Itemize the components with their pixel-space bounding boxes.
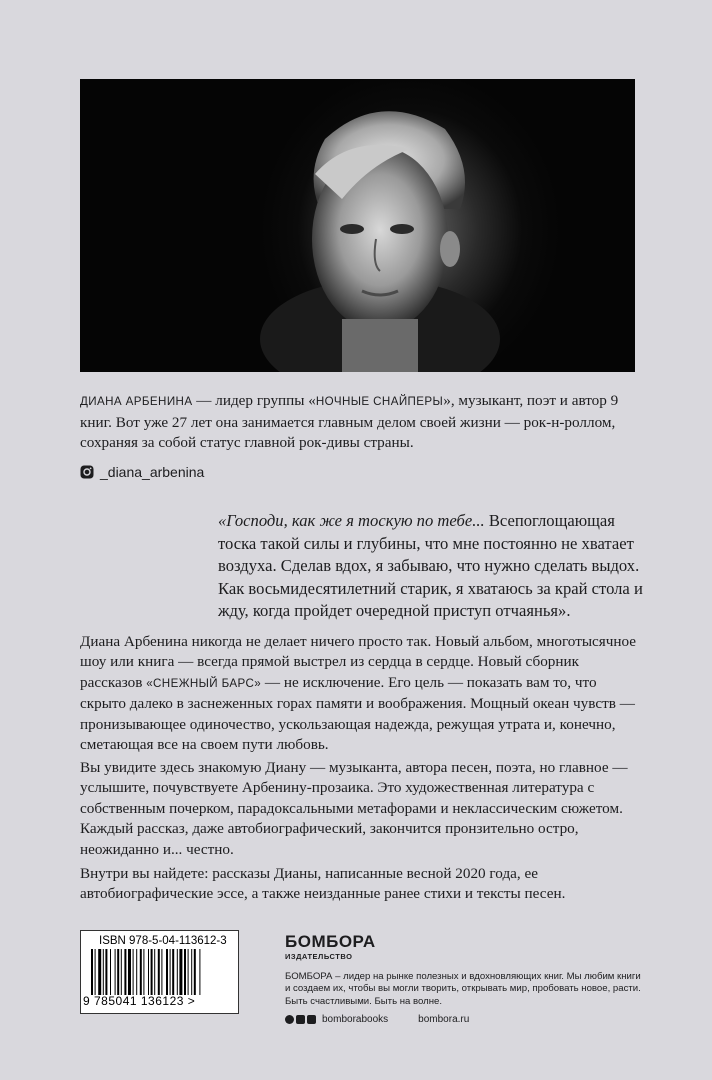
book-title: «СНЕЖНЫЙ БАРС» [146,676,262,690]
barcode-bars [91,949,229,995]
author-photo [80,79,635,372]
author-name: ДИАНА АРБЕНИНА [80,395,193,408]
barcode-digits: 9 785041 136123 > [83,994,196,1008]
publisher-logo: БОМБОРА [285,932,376,951]
bio-text: — лидер группы « [192,392,316,409]
social-icons [285,1015,316,1024]
instagram-icon [80,465,94,479]
publisher-block [285,933,645,1025]
social-handle[interactable]: bomborabooks [322,1014,389,1026]
publisher-subtitle: ИЗДАТЕЛЬСТВО [285,952,353,961]
publisher-description: БОМБОРА – лидер на рынке полезных и вдохновляющих книг. Мы любим книги и создаем их, чтобы вы могли творить, открывать мир, пробовать новое, расти. Быть счастливыми. Быть на волне. [285,971,641,1007]
publisher-links [285,1014,645,1025]
quote-italic: «Господи, как же я тоскую по тебе... [218,511,485,530]
paragraph-text: — не исключение. Его цель — показать вам то, что скрыто далеко в заснеженных горах памяти и воображения. Мощный океан чувств — пронизывающее одиночество, ускользающая надежда, режущая утрата и, конечно, сметающая все на своем пути любовь. [80,673,635,754]
instagram-link[interactable] [80,464,204,480]
quote-text: Всепоглощающая тоска такой силы и глубины, что мне постоянно не хватает воздуха. Сделав вдох, я забываю, что нужно сделать выдох. Как восьмидесятилетний старик, я хватаюсь за край стола и жду, когда пройдет очередной приступ отчаянья». [218,511,643,620]
publisher-website[interactable]: bombora.ru [418,1014,470,1026]
book-quote [218,510,648,623]
band-name: НОЧНЫЕ СНАЙПЕРЫ [315,395,444,408]
instagram-icon[interactable] [307,1015,316,1024]
paragraph-text: Диана Арбенина никогда не делает ничего просто так. Новый альбом, многотысячное шоу или книга — всегда прямой выстрел из сердца в сердце. Новый сборник рассказов [80,633,637,691]
instagram-handle: _diana_arbenina [100,464,205,480]
facebook-icon[interactable] [285,1015,294,1024]
bio-text-continued: », музыкант, поэт и автор 9 книг. Вот уже 27 лет она занимается главным делом своей жизни — рок-н-роллом, сохраняя за собой статус главной рок-дивы страны. [80,392,619,451]
description-paragraph-3: Внутри вы найдете: рассказы Дианы, написанные весной 2020 года, ее автобиографические эссе, а также неизданные ранее стихи и тексты песен. [80,865,566,903]
author-bio [80,391,640,454]
description-paragraph-2: Вы увидите здесь знакомую Диану — музыканта, автора песен, поэта, но главное — услышите, почувствуете Арбенину-прозаика. Это художественная литература с собственным почерком, парадоксальными метафорами и неклассическим сюжетом. Каждый рассказ, даже автобиографический, закончится пронзительно остро, неожиданно и... честно. [80,759,628,858]
description-paragraph-1 [80,632,640,755]
isbn-number: ISBN 978-5-04-113612-3 [99,935,227,947]
isbn-barcode [80,930,239,1014]
vk-icon[interactable] [296,1015,305,1024]
